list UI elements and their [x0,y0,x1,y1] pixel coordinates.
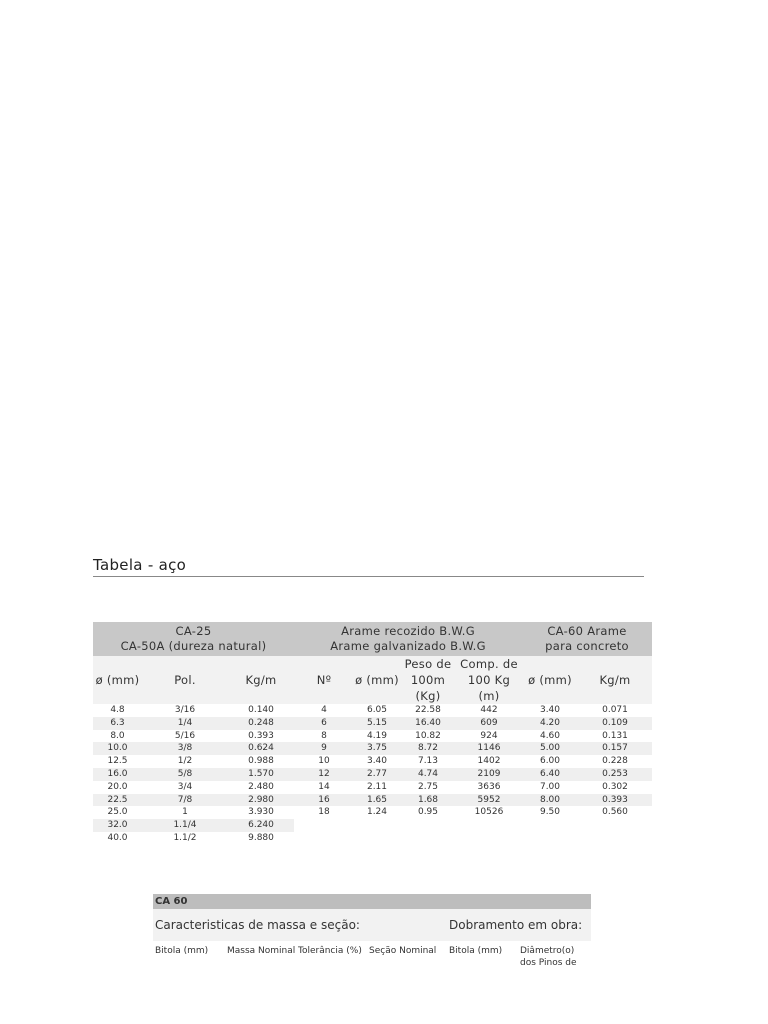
table-cell: 0.109 [578,717,652,730]
table-cell: 609 [456,717,522,730]
table-cell: 6.40 [522,768,578,781]
table-cell: 12 [294,768,354,781]
table-cell: 3.75 [354,742,400,755]
table-cell [400,819,456,832]
table-cell: 6.05 [366,705,388,715]
table-cell: 5/8 [142,768,228,781]
table-cell: 4 [321,705,327,715]
ca60-header-row [153,941,591,979]
table-cell: 2.77 [354,768,400,781]
column-header: ø (mm) [93,656,142,704]
table-cell: 8.00 [522,794,578,807]
steel-table [93,622,652,845]
table-cell: 2.480 [248,781,274,792]
table-cell: 40.0 [107,832,128,843]
table-cell: 5.15 [354,717,400,730]
table-cell: 0.95 [417,807,439,818]
table-cell: 10.82 [415,730,441,741]
table-cell: 1/4 [142,717,228,730]
column-header: Peso de 100m (Kg) [400,656,456,704]
table-row [93,794,652,807]
table-cell [578,819,652,832]
table-cell: 3/4 [177,781,193,792]
table-cell: 4.60 [539,730,561,741]
table-cell: 32.0 [93,819,142,832]
table-cell: 0.302 [602,781,628,792]
group-ca60-line1: CA-60 Arame [547,624,627,638]
table-cell: 3.40 [366,756,388,767]
table-cell: 10526 [474,807,504,818]
ca60-column-header: Diâmetro(o) dos Pinos de [520,946,577,968]
ca60-title: CA 60 [153,894,591,909]
table-row [93,755,652,768]
table-cell: 7.00 [539,781,561,792]
ca60-table [153,894,591,979]
table-cell: 1.24 [366,807,388,818]
table-cell [400,832,456,845]
table-cell: 0.393 [578,794,652,807]
table-cell: 3/8 [142,742,228,755]
table-cell [294,832,354,845]
ca60-column-header: Bitola (mm) [449,946,503,956]
table-cell: 0.393 [248,730,274,741]
table-cell: 0.624 [228,742,294,755]
table-row [93,781,652,794]
table-cell: 3.930 [248,807,274,818]
table-cell: 9.50 [539,807,561,818]
table-cell: 0.131 [602,730,628,741]
table-cell [522,819,578,832]
table-row [93,768,652,781]
table-cell: 6.00 [539,756,561,767]
table-row [93,806,652,819]
column-header: Kg/m [228,656,294,704]
table-cell: 8 [321,730,327,741]
ca60-mass-section-label: Caracteristicas de massa e seção: [153,909,447,941]
table-cell: 4.19 [366,730,388,741]
table-cell: 7.13 [417,756,439,767]
ca60-column-header: Bitola (mm) [155,946,209,956]
table-cell: 1.65 [354,794,400,807]
group-arame [294,622,522,656]
table-cell [456,832,522,845]
table-cell: 25.0 [107,807,128,818]
column-header: Kg/m [578,656,652,704]
table-cell: 2.11 [366,781,388,792]
table-cell [354,832,400,845]
page-title: Tabela - aço [93,556,644,577]
table-cell: 4.20 [522,717,578,730]
table-cell [354,819,400,832]
table-row [93,704,652,717]
table-row [93,730,652,743]
table-cell: 16 [294,794,354,807]
column-header: Nº [294,656,354,704]
table-cell: 2.980 [228,794,294,807]
table-cell: 0.228 [602,756,628,767]
table-cell: 20.0 [107,781,128,792]
table-cell: 12.5 [107,756,128,767]
table-cell: 1.1/2 [173,832,197,843]
table-cell: 8.0 [110,730,125,741]
table-cell: 0.253 [578,768,652,781]
table-cell: 16.40 [400,717,456,730]
column-header: ø (mm) [522,656,578,704]
table-row [93,717,652,730]
table-cell: 0.157 [578,742,652,755]
table-cell: 9.880 [248,832,274,843]
group-ca25 [93,622,294,656]
ca60-column-header: Seção Nominal [369,946,437,956]
column-header: ø (mm) [354,656,400,704]
table-cell: 2109 [456,768,522,781]
table-row [93,819,652,832]
group-ca25-line2: CA-50A (dureza natural) [120,639,267,653]
table-cell: 4.74 [400,768,456,781]
table-cell: 2.75 [417,781,439,792]
table-row [93,832,652,845]
group-ca60 [522,622,652,656]
table-cell: 8.72 [400,742,456,755]
table-cell [578,832,652,845]
table-cell: 6.240 [228,819,294,832]
table-cell: 5/16 [174,730,196,741]
table-cell: 3/16 [174,705,196,715]
table-cell: 1.68 [400,794,456,807]
table-cell: 0.988 [248,756,274,767]
group-arame-line2: Arame galvanizado B.W.G [330,639,486,653]
table-cell: 9 [294,742,354,755]
table-cell: 6.3 [93,717,142,730]
table-cell: 1 [182,807,188,818]
table-cell: 1.1/4 [142,819,228,832]
column-header-row [93,656,652,704]
group-ca25-line1: CA-25 [175,624,212,638]
table-cell [522,832,578,845]
table-cell: 442 [480,705,498,715]
table-cell: 0.248 [228,717,294,730]
table-cell: 18 [318,807,330,818]
table-cell: 7/8 [142,794,228,807]
table-cell: 22.58 [415,705,441,715]
table-cell: 1146 [456,742,522,755]
table-cell: 924 [480,730,498,741]
table-cell [456,819,522,832]
group-arame-line1: Arame recozido B.W.G [341,624,475,638]
table-cell: 6 [294,717,354,730]
group-header-row [93,622,652,656]
table-cell: 14 [318,781,330,792]
table-cell: 16.0 [93,768,142,781]
table-cell: 0.071 [602,705,628,715]
table-cell: 1402 [477,756,501,767]
group-ca60-line2: para concreto [545,639,629,653]
table-cell: 5952 [456,794,522,807]
ca60-bend-section-label: Dobramento em obra: [447,909,591,941]
table-cell: 3636 [477,781,501,792]
table-row [93,742,652,755]
ca60-column-header: Tolerância (%) [298,946,362,956]
table-cell: 0.560 [602,807,628,818]
column-header: Comp. de 100 Kg (m) [456,656,522,704]
table-cell: 1.570 [228,768,294,781]
ca60-column-header: Massa Nominal [227,946,296,956]
table-cell: 5.00 [522,742,578,755]
table-cell [294,819,354,832]
table-cell: 4.8 [110,705,125,715]
table-cell: 3.40 [539,705,561,715]
column-header: Pol. [142,656,228,704]
table-cell: 10 [318,756,330,767]
table-cell: 22.5 [93,794,142,807]
table-cell: 0.140 [248,705,274,715]
table-cell: 10.0 [93,742,142,755]
table-cell: 1/2 [177,756,193,767]
